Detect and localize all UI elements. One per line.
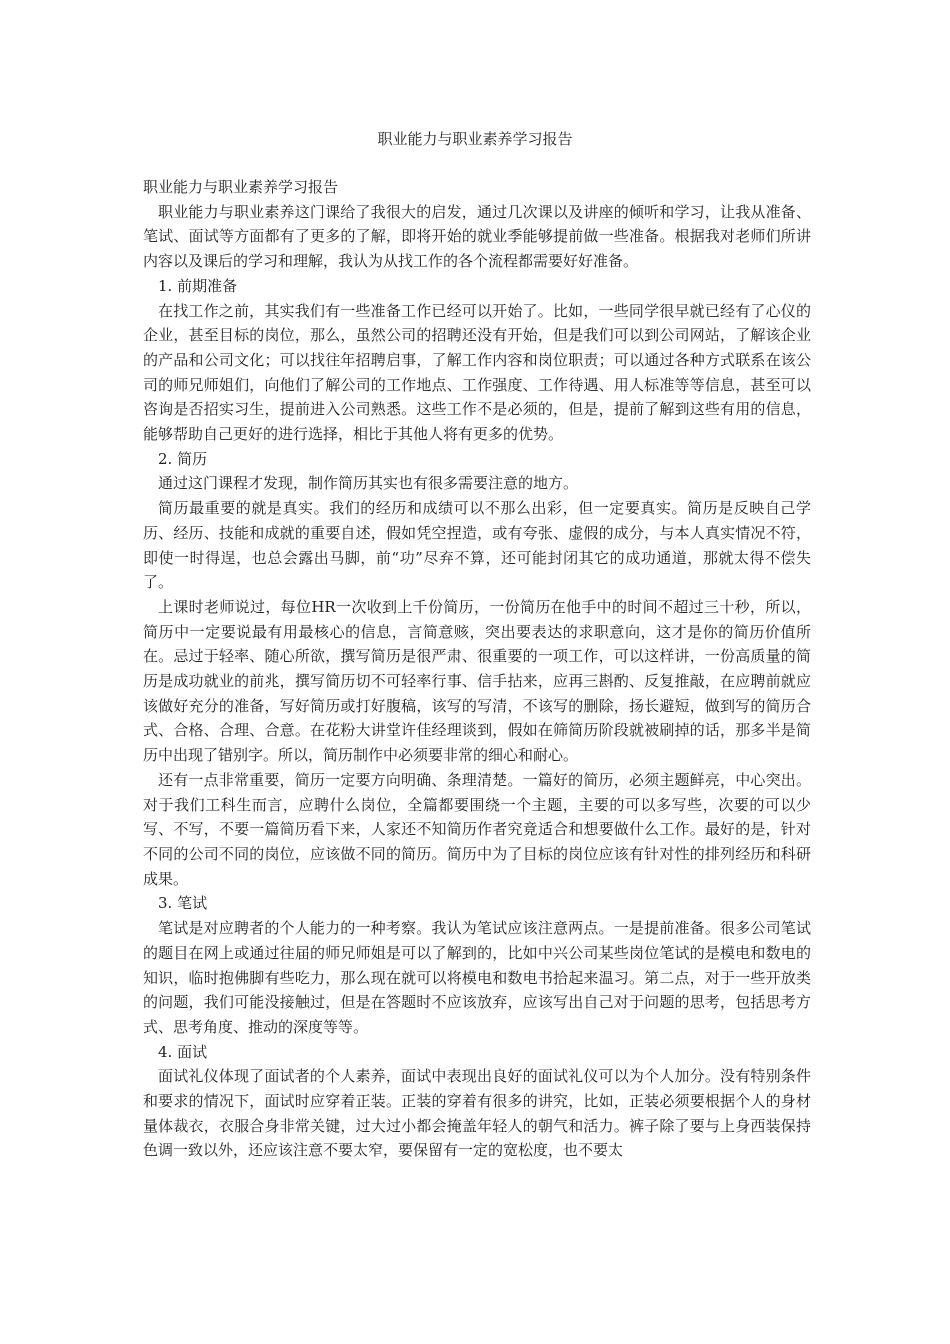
document-title: 职业能力与职业素养学习报告 xyxy=(377,130,573,148)
body-subtitle: 职业能力与职业素养学习报告 xyxy=(143,178,339,196)
paragraph-resume-direction: 还有一点非常重要，简历一定要方向明确、条理清楚。一篇好的简历，必须主题鲜亮，中心突出。对于我们工科生而言，应聘什么岗位，全篇都要围绕一个主题，主要的可以多写些，次要的可以少写、不写，不要一篇简历看下来，人家还不知简历作者究竟适合和想要做什么工作。最好的是，针对不同的公司不同的岗位，应该做不同的简历。简历中为了目标的岗位应该有针对性的排列经历和科研成果。 xyxy=(143,770,811,888)
paragraph-resume-truth: 简历最重要的就是真实。我们的经历和成绩可以不那么出彩，但一定要真实。简历是反映自己学历、经历、技能和成就的重要自述，假如凭空捏造，或有夸张、虚假的成分，与本人真实情况不符，即使一时得逞，也总会露出马脚，前“功”尽弃不算，还可能封闭其它的成功通道，那就太得不偿失了。 xyxy=(143,499,811,592)
section-heading-preparation: 1. 前期准备 xyxy=(158,276,238,295)
paragraph-preparation: 在找工作之前，其实我们有一些准备工作已经可以开始了。比如，一些同学很早就已经有了心仪的企业，甚至目标的岗位，那么，虽然公司的招聘还没有开始，但是我们可以到公司网站，了解该企业的产品和公司文化；可以找往年招聘启事，了解工作内容和岗位职责；可以通过各种方式联系在该公司的师兄师姐们，向他们了解公司的工作地点、工作强度、工作待遇、用人标准等等信息，甚至可以咨询是否招实习生，提前进入公司熟悉。这些工作不是必须的，但是，提前了解到这些有用的信息，能够帮助自己更好的进行选择，相比于其他人将有更多的优势。 xyxy=(143,301,811,444)
paragraph-resume-intro: 通过这门课程才发现，制作简历其实也有很多需要注意的地方。 xyxy=(158,474,579,493)
section-heading-written-test: 3. 笔试 xyxy=(158,894,208,913)
paragraph-written-test: 笔试是对应聘者的个人能力的一种考察。我认为笔试应该注意两点。一是提前准备。很多公司笔试的题目在网上或通过往届的师兄师姐是可以了解到的，比如中兴公司某些岗位笔试的是模电和数电的知识，临时抱佛脚有些吃力，那么现在就可以将模电和数电书拾起来温习。第二点，对于一些开放类的问题，我们可能没接触过，但是在答题时不应该放弃，应该写出自己对于问题的思考，包括思考方式、思考角度、推动的深度等等。 xyxy=(143,919,811,1036)
section-heading-interview: 4. 面试 xyxy=(158,1042,208,1061)
paragraph-interview: 面试礼仪体现了面试者的个人素养，面试中表现出良好的面试礼仪可以为个人加分。没有特别条件和要求的情况下，面试时应穿着正装。正装的穿着有很多的讲究，比如，正装必须要根据个人的身材量体裁衣，衣服合身非常关键，过大过小都会掩盖年轻人的朝气和活力。裤子除了要与上身西装保持色调一致以外，还应该注意不要太窄，要保留有一定的宽松度，也不要太 xyxy=(143,1067,811,1160)
paragraph-resume-hr: 上课时老师说过，每位HR一次收到上千份简历，一份简历在他手中的时间不超过三十秒，所以，简历中一定要说最有用最核心的信息，言简意赅，突出要表达的求职意向，这才是你的简历价值所在。忌过于轻率、随心所欲，撰写简历是很严肃、很重要的一项工作，可以这样讲，一份高质量的简历是成功就业的前兆，撰写简历切不可轻率行事、信手拈来，应再三斟酌、反复推敲，在应聘前就应该做好充分的准备，写好简历或打好腹稿，该写的写清，不该写的删除，扬长避短，做到写的简历合式、合格、合理、合意。在花粉大讲堂许佳经理谈到，假如在筛简历阶段就被刷掉的话，那多半是简历中出现了错别字。所以，简历制作中必须要非常的细心和耐心。 xyxy=(143,597,811,765)
document-body xyxy=(143,175,811,1163)
section-heading-resume: 2. 简历 xyxy=(158,449,208,468)
paragraph-intro: 职业能力与职业素养这门课给了我很大的启发，通过几次课以及讲座的倾听和学习，让我从准备、笔试、面试等方面都有了更多的了解，即将开始的就业季能够提前做一些准备。根据我对老师们所讲内容以及课后的学习和理解，我认为从找工作的各个流程都需要好好准备。 xyxy=(143,202,811,271)
